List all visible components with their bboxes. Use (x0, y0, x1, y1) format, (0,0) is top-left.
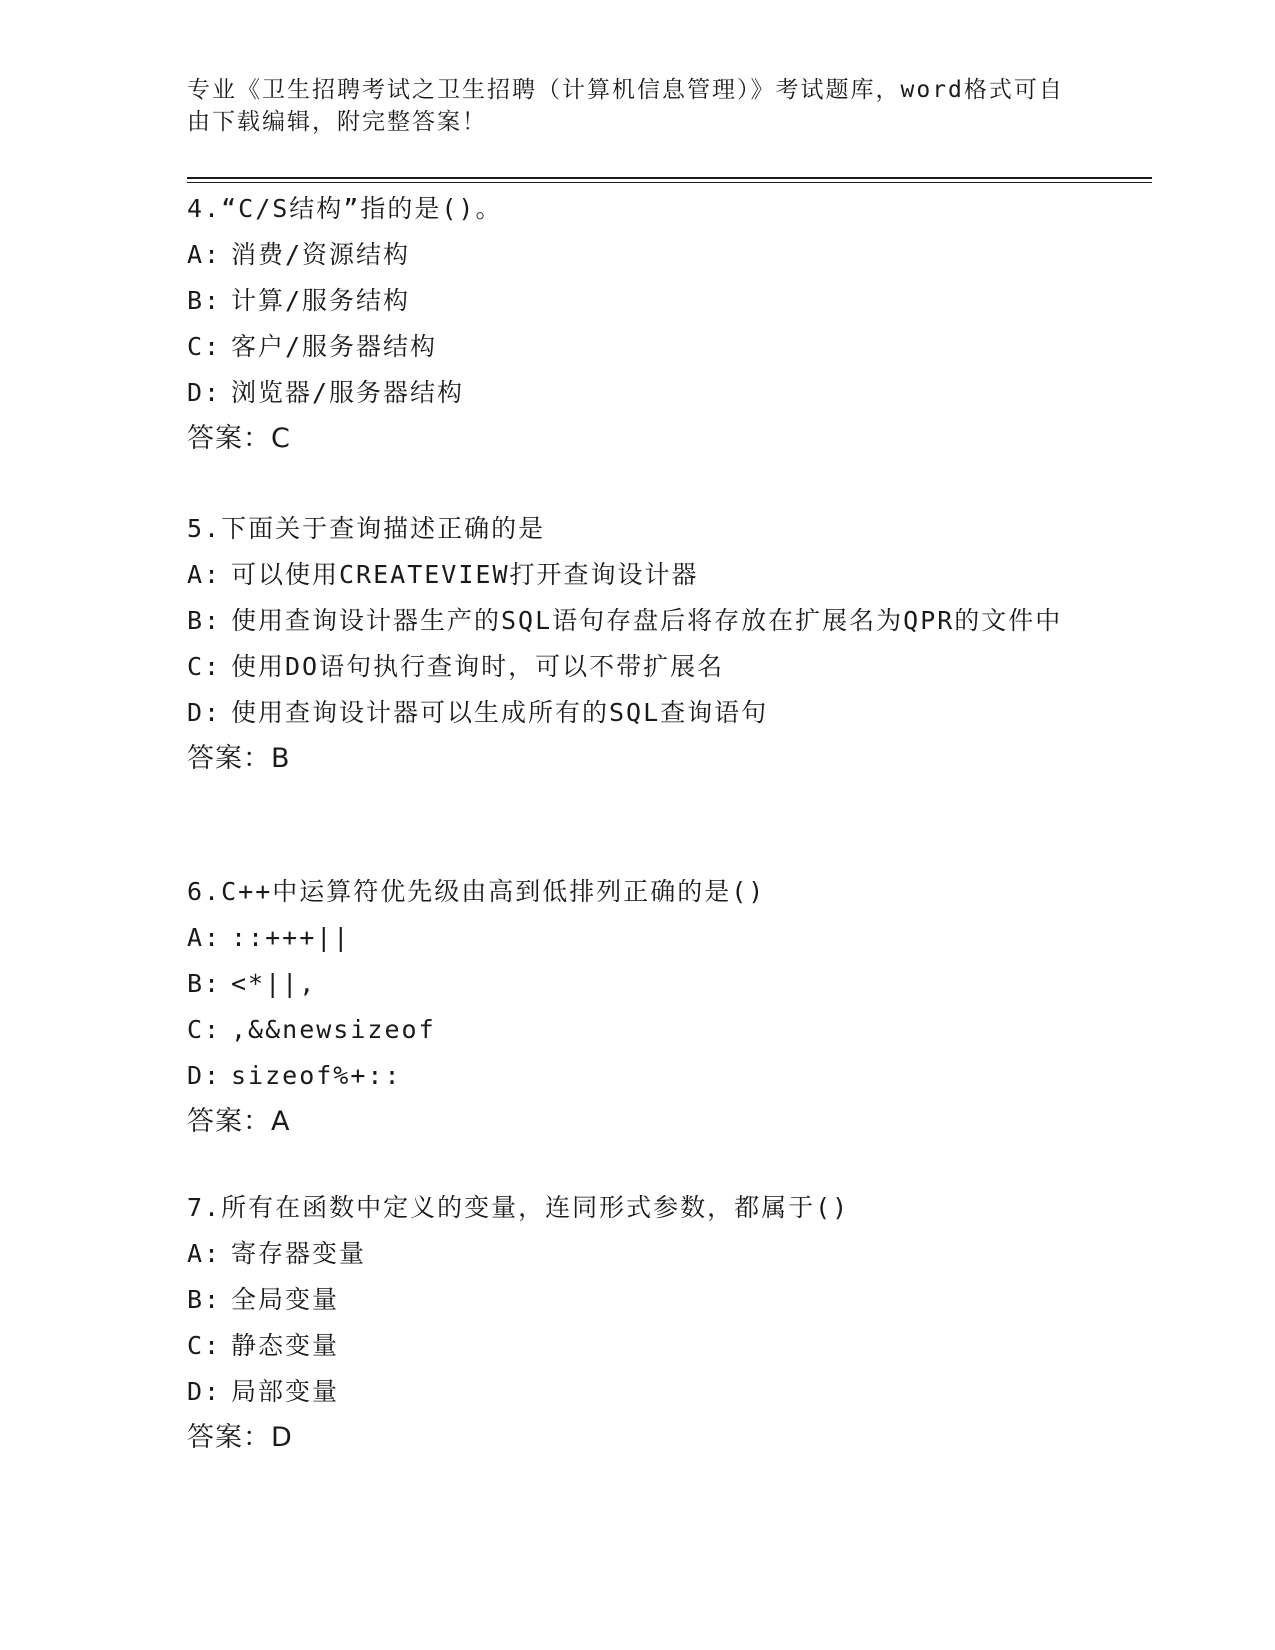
option-d (187, 690, 1087, 736)
option-label: D: (187, 1377, 222, 1406)
option-text: 消费/资源结构 (231, 240, 411, 269)
option-text: 使用查询设计器生产的SQL语句存盘后将存放在扩展名为QPR的文件中 (231, 606, 1063, 635)
option-c (187, 644, 1087, 690)
option-label: D: (187, 378, 222, 407)
option-b (187, 961, 1087, 1007)
question-stem: 7.所有在函数中定义的变量，连同形式参数，都属于() (187, 1193, 850, 1222)
question-6 (187, 869, 1087, 1145)
option-text: 局部变量 (231, 1377, 340, 1406)
option-text: 浏览器/服务器结构 (231, 378, 465, 407)
option-label: C: (187, 1331, 222, 1360)
question-7 (187, 1185, 1087, 1461)
option-c (187, 324, 1087, 370)
option-text: 全局变量 (231, 1285, 340, 1314)
option-c (187, 1323, 1087, 1369)
option-label: A: (187, 923, 222, 952)
option-label: B: (187, 286, 222, 315)
answer-line: 答案：C (187, 423, 291, 454)
option-label: B: (187, 1285, 222, 1314)
option-d (187, 370, 1087, 416)
header-divider-thin (187, 182, 1152, 183)
option-d (187, 1369, 1087, 1415)
option-text: ::+++|| (231, 923, 351, 952)
question-stem: 4.“C/S结构”指的是()。 (187, 194, 503, 223)
option-label: D: (187, 698, 222, 727)
option-label: A: (187, 240, 222, 269)
option-label: C: (187, 332, 222, 361)
option-text: sizeof%+:: (231, 1061, 402, 1090)
document-intro: 专业《卫生招聘考试之卫生招聘（计算机信息管理）》考试题库，word格式可自由下载编辑，附完整答案！ (187, 77, 1064, 135)
option-text: ,&&newsizeof (231, 1015, 436, 1044)
option-a (187, 915, 1087, 961)
option-b (187, 598, 1067, 644)
option-text: 使用DO语句执行查询时，可以不带扩展名 (231, 652, 725, 681)
option-c (187, 1007, 1087, 1053)
option-a (187, 232, 1087, 278)
option-label: C: (187, 1015, 222, 1044)
question-stem: 6.C++中运算符优先级由高到低排列正确的是() (187, 877, 766, 906)
option-a (187, 552, 1087, 598)
option-label: B: (187, 969, 222, 998)
header-divider-thick (187, 177, 1152, 179)
option-label: C: (187, 652, 222, 681)
answer-line: 答案：B (187, 743, 291, 774)
option-b (187, 278, 1087, 324)
option-text: 客户/服务器结构 (231, 332, 438, 361)
option-label: D: (187, 1061, 222, 1090)
option-text: 使用查询设计器可以生成所有的SQL查询语句 (231, 698, 769, 727)
answer-line: 答案：A (187, 1106, 291, 1137)
option-text: 计算/服务结构 (231, 286, 411, 315)
option-d (187, 1053, 1087, 1099)
option-a (187, 1231, 1087, 1277)
option-text: 寄存器变量 (231, 1239, 367, 1268)
option-text: <*||, (231, 969, 317, 998)
answer-line: 答案：D (187, 1422, 293, 1453)
option-b (187, 1277, 1087, 1323)
option-text: 静态变量 (231, 1331, 340, 1360)
question-4 (187, 186, 1087, 462)
question-5 (187, 506, 1087, 782)
option-label: B: (187, 606, 222, 635)
option-text: 可以使用CREATEVIEW打开查询设计器 (231, 560, 699, 589)
option-label: A: (187, 560, 222, 589)
option-label: A: (187, 1239, 222, 1268)
question-stem: 5.下面关于查询描述正确的是 (187, 514, 546, 543)
